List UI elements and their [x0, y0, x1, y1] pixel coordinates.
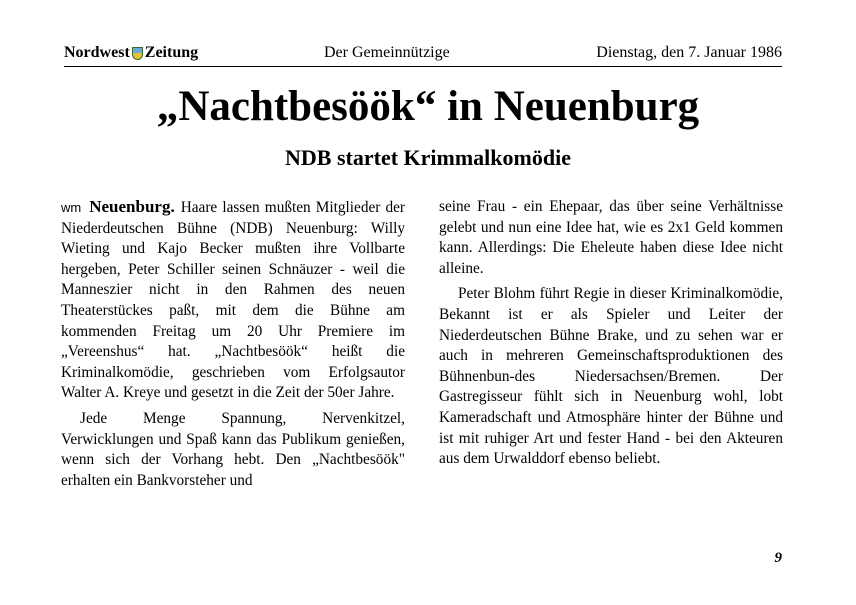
newspaper-name: [64, 44, 198, 62]
newspaper-name-part2: Zeitung: [144, 44, 199, 61]
article-paragraph-3: seine Frau - ein Ehepaar, das über seine Verhältnisse gelebt und nun eine Idee hat, wie es 2x1 Geld kommen kann. Allerdings: Die Eheleute haben diese Idee nicht alleine.: [439, 198, 783, 277]
paragraph-1-text: Haare lassen mußten Mitglieder der Niederdeutschen Bühne (NDB) Neuenburg: Willy Wieting und Kajo Becker mußten ihre Vollbarte hergeben, Peter Schiller seinen Schnäuzer - weil die Manneszier nicht in den Rahmen des neuen Theaterstückes paßt, mit dem die Bühne am kommenden Freitag um 20 Uhr Premiere im „Vereenshus“ hat. „Nachtbesöök“ heißt die Kriminalkomödie, geschrieben vom Erfolgsautor Walter A. Kreye und gesetzt in die Zeit der 50er Jahre.: [61, 199, 405, 402]
article-subheadline: NDB startet Krimmalkomödie: [285, 145, 571, 170]
article-column-left: [61, 197, 405, 496]
page-number: 9: [774, 550, 782, 566]
article-paragraph-2: Jede Menge Spannung, Nervenkitzel, Verwicklungen und Spaß kann das Publikum genießen, wenn sich der Vorhang hebt. Den „Nachtbesöök" erhalten ein Bankvorsteher und: [61, 409, 405, 489]
coat-of-arms-icon: [132, 47, 143, 60]
section-name: Der Gemeinnützige: [324, 44, 450, 61]
issue-date: Dienstag, den 7. Januar 1986: [596, 44, 782, 61]
article-paragraph-4: Peter Blohm führt Regie in dieser Kriminalkomödie, Bekannt ist er als Spieler und Leiter der Niederdeutschen Bühne Brake, und zu sehen war er auch in mehreren Gemeinschaftsproduktionen des Bühnenbun-des Niedersachsen/Bremen. Der Gastregisseur fühlt sich in Neuenburg wohl, lobt Kameradschaft und Atmosphäre hinter der Bühne und ist mit ruhiger Art und fester Hand - bei den Akteuren aus dem Urwalddorf ebenso beliebt.: [439, 285, 783, 468]
article-headline: „Nachtbesöök“ in Neuenburg: [156, 83, 700, 130]
dateline: Neuenburg.: [89, 197, 175, 216]
newspaper-name-part1: Nordwest: [64, 44, 130, 61]
article-column-right: [439, 197, 783, 475]
author-initials: wm: [61, 200, 82, 215]
masthead: [64, 44, 782, 67]
article-paragraph-1: [61, 197, 405, 404]
